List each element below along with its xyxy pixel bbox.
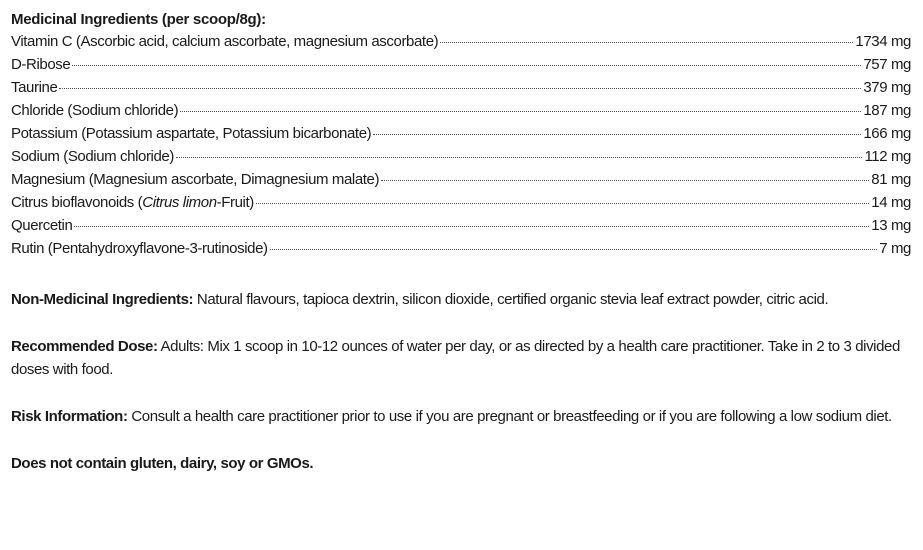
non-medicinal-text: Natural flavours, tapioca dextrin, silicon dioxide, certified organic stevia leaf extract powder, citric acid. <box>193 291 829 308</box>
ingredient-row <box>11 76 911 99</box>
ingredient-name: Potassium (Potassium aspartate, Potassium bicarbonate) <box>11 125 372 142</box>
dot-leader <box>72 65 861 66</box>
dot-leader <box>59 88 861 89</box>
ingredient-row <box>11 168 911 191</box>
ingredient-name-suffix: -Fruit) <box>216 194 254 211</box>
ingredient-name-prefix: Citrus bioflavonoids ( <box>11 194 143 211</box>
ingredient-row <box>11 30 911 53</box>
dot-leader <box>270 249 878 250</box>
ingredient-row <box>11 214 911 237</box>
risk-information-text: Consult a health care practitioner prior to use if you are pregnant or breastfeeding or if you are following a low sodium diet. <box>127 408 892 425</box>
ingredient-row <box>11 99 911 122</box>
allergen-statement: Does not contain gluten, dairy, soy or GMOs. <box>11 455 314 472</box>
medicinal-ingredients-title: Medicinal Ingredients (per scoop/8g): <box>11 11 266 28</box>
dot-leader <box>440 42 853 43</box>
ingredient-amount: 1734 mg <box>855 33 911 50</box>
recommended-dose <box>11 335 911 381</box>
supplement-label <box>11 10 911 475</box>
ingredient-amount: 757 mg <box>863 56 911 73</box>
recommended-dose-text: Adults: Mix 1 scoop in 10-12 ounces of water per day, or as directed by a health care practitioner. Take in 2 to 3 divided doses with food. <box>11 338 900 378</box>
ingredient-name: Taurine <box>11 79 58 96</box>
ingredient-row <box>11 145 911 168</box>
ingredient-name: Chloride (Sodium chloride) <box>11 102 179 119</box>
ingredient-name: Quercetin <box>11 217 73 234</box>
ingredient-amount: 166 mg <box>863 125 911 142</box>
ingredient-name: Rutin (Pentahydroxyflavone-3-rutinoside) <box>11 240 268 257</box>
ingredient-name: D-Ribose <box>11 56 71 73</box>
non-medicinal-ingredients <box>11 288 911 311</box>
risk-information-label: Risk Information: <box>11 408 128 425</box>
ingredient-amount: 13 mg <box>871 217 911 234</box>
ingredient-amount: 379 mg <box>863 79 911 96</box>
ingredient-name: Sodium (Sodium chloride) <box>11 148 174 165</box>
ingredient-row <box>11 191 911 214</box>
dot-leader <box>74 226 869 227</box>
ingredient-amount: 7 mg <box>879 240 911 257</box>
medicinal-ingredients-list <box>11 30 911 260</box>
ingredient-amount: 81 mg <box>871 171 911 188</box>
ingredient-name <box>11 191 254 214</box>
ingredient-name: Magnesium (Magnesium ascorbate, Dimagnesium malate) <box>11 171 380 188</box>
ingredient-row <box>11 53 911 76</box>
ingredient-amount: 112 mg <box>864 148 911 165</box>
risk-information <box>11 405 911 428</box>
dot-leader <box>256 203 869 204</box>
non-medicinal-label: Non-Medicinal Ingredients: <box>11 291 194 308</box>
ingredient-amount: 14 mg <box>871 194 911 211</box>
ingredient-name: Vitamin C (Ascorbic acid, calcium ascorbate, magnesium ascorbate) <box>11 33 439 50</box>
ingredient-name-latin: Citrus limon <box>142 194 217 211</box>
dot-leader <box>180 111 861 112</box>
dot-leader <box>176 157 862 158</box>
ingredient-amount: 187 mg <box>863 102 911 119</box>
ingredient-row <box>11 237 911 260</box>
dot-leader <box>373 134 861 135</box>
dot-leader <box>381 180 869 181</box>
recommended-dose-label: Recommended Dose: <box>11 338 158 355</box>
ingredient-row <box>11 122 911 145</box>
